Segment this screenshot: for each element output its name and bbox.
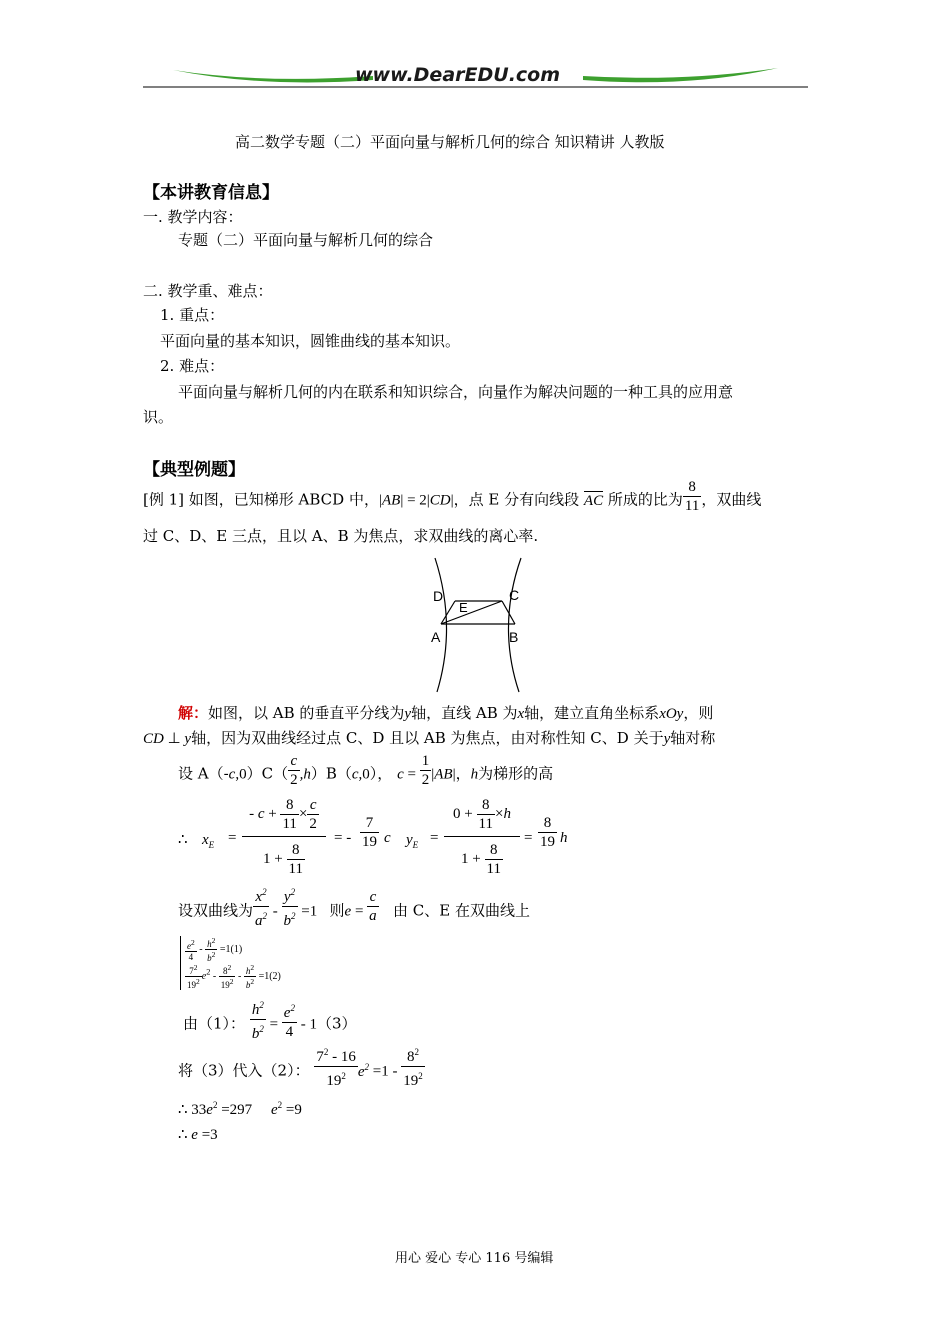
equation-system: $\frac{e^2}{4}$ - $\frac{h^2}{b^2}$ =1(1) $\frac{7^2}{19^2}$ $e^2$ - $\frac{8^2}{19^2}$ - $\frac{h^2}{b^2}$ =1(2) — [180, 936, 281, 990]
diff-text-1: 平面向量与解析几何的内在联系和知识综合，向量作为解决问题的一种工具的应用意 — [178, 383, 734, 401]
example1-line1 — [143, 479, 762, 515]
therefore-line2: ∴ e =3 — [178, 1127, 218, 1143]
section-heading-examples: 【典型例题】 — [143, 460, 245, 480]
label-d: D — [433, 588, 444, 604]
item1-text: 专题（二）平面向量与解析几何的综合 — [178, 231, 434, 249]
from-eq1-line: 由（1）： $\frac{h^2}{b^2}$ = $\frac{e^2}{4}$ - 1（3） — [183, 1006, 357, 1043]
ex1-ab-cd-relation: |AB| = 2|CD| — [378, 492, 454, 509]
sol-text-e: 轴，因为双曲线经过点 C、D 且以 AB 为焦点，由对称性知 C、D 关于 — [191, 729, 664, 747]
hyperbola-line: 设双曲线为 $\frac{x^2}{a^2}$ - $\frac{y^2}{b^2}$ =1 则e = $\frac{c}{a}$ 由 C、E 在双曲线上 — [178, 893, 530, 930]
label-a: A — [431, 629, 441, 645]
set-b: ）C（ — [246, 764, 289, 783]
coordinates-line: 设 A（-c,0）C（ $\frac{c}{2}$ ,h）B（c,0）， c = $\frac{1}{2}$ |AB|，h为梯形的高 — [178, 753, 554, 788]
solution-line2: CD ⊥ y轴，因为双曲线经过点 C、D 且以 AB 为焦点，由对称性知 C、D 关于y轴对称 — [143, 729, 716, 747]
ex1-text-c: 所成的比为 — [607, 490, 683, 509]
from1-label: 由（1）： — [183, 1014, 246, 1033]
trapezoid-hyperbola-figure — [425, 556, 535, 694]
logo-text: www.DearEDU.com — [355, 64, 561, 86]
sol-text-c: 轴，建立直角坐标系 — [524, 704, 660, 722]
key-text: 平面向量的基本知识，圆锥曲线的基本知识。 — [160, 332, 461, 350]
item2-label: 二. 教学重、难点： — [143, 282, 273, 300]
sol-text-d: ，则 — [683, 704, 714, 722]
diff-text-2: 识。 — [143, 408, 174, 426]
therefore-line1: ∴ $33e^2 =297$ $e^2 =9$ — [178, 1100, 302, 1118]
ex1-text-b: ，点 E 分有向线段 — [453, 490, 580, 509]
item1-label: 一. 教学内容： — [143, 208, 243, 226]
sol-text-f: 轴对称 — [670, 729, 716, 747]
set-e: 为梯形的高 — [478, 764, 554, 783]
label-c: C — [509, 587, 520, 603]
label-b: B — [509, 629, 519, 645]
section-heading-info: 【本讲教育信息】 — [143, 183, 279, 203]
solution-label: 解： — [178, 704, 209, 722]
sol-text-b: 轴，直线 AB 为 — [411, 704, 518, 722]
page-footer: 用心 爱心 专心 116 号编辑 — [395, 1251, 554, 1266]
sol-text-a: 如图，以 AB 的垂直平分线为 — [208, 704, 405, 722]
from1-end: （3） — [316, 1014, 357, 1033]
set-a: 设 A（- — [178, 764, 229, 783]
hyp-c: 由 C、E 在双曲线上 — [392, 901, 530, 920]
vector-ac: AC — [583, 492, 604, 509]
ex1-text-d: ，双曲线 — [701, 490, 762, 509]
diff-label: 2. 难点： — [160, 357, 225, 375]
hyp-a: 设双曲线为 — [178, 901, 254, 920]
ratio-8-11: $\frac{8}{11}$ — [684, 479, 700, 514]
page-title: 高二数学专题（二）平面向量与解析几何的综合 知识精讲 人教版 — [235, 133, 665, 151]
ex1-text-a: [例 1] 如图，已知梯形 ABCD 中， — [143, 490, 379, 509]
solution-line1: 解：如图，以 AB 的垂直平分线为y轴，直线 AB 为x轴，建立直角坐标系xOy，则 — [178, 704, 714, 722]
therefore-symbol-2: ∴ — [178, 1127, 188, 1143]
therefore-symbol-1: ∴ — [178, 1102, 188, 1118]
set-d: ）， — [369, 764, 393, 783]
label-e: E — [459, 600, 468, 615]
example1-line2: 过 C、D、E 三点，且以 A、B 为焦点，求双曲线的离心率. — [143, 527, 539, 545]
hyp-b: 则 — [329, 901, 345, 920]
sub3-label: 将（3）代入（2）： — [178, 1061, 310, 1080]
key-label: 1. 重点： — [160, 306, 225, 324]
substitute-line: 将（3）代入（2）： $\frac{7^2 - 16}{19^2}$ $e^2 =1$ - $\frac{8^2}{19^2}$ — [178, 1053, 425, 1090]
set-c: ）B（ — [310, 764, 352, 783]
